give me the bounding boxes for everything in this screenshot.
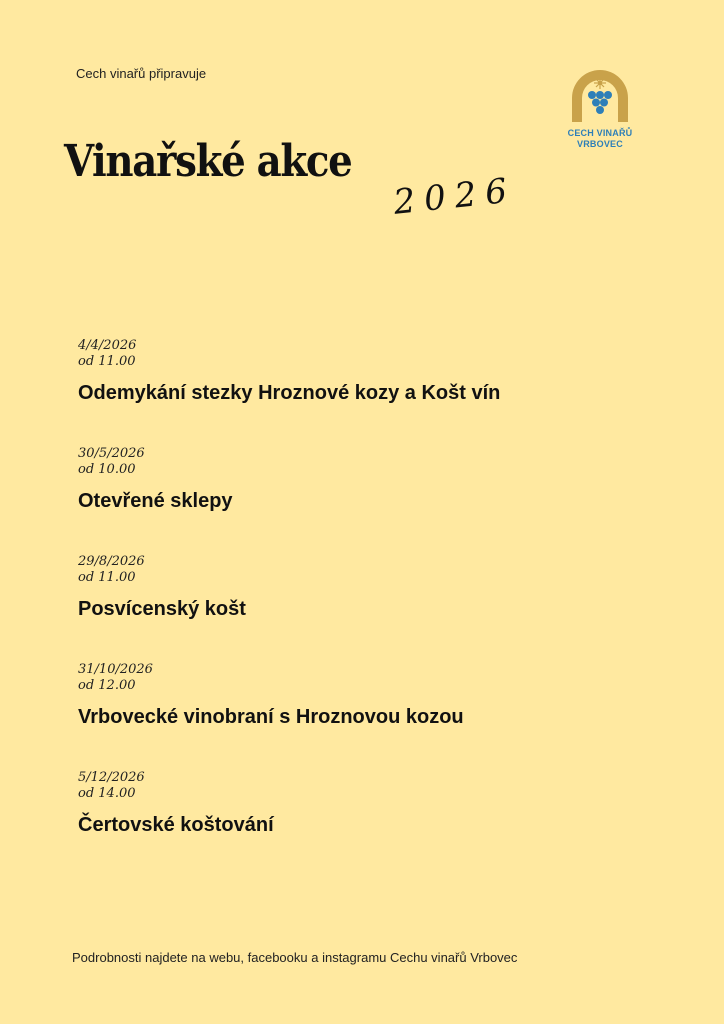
page-title: Vinařské akce [64,136,352,187]
event-item [78,446,678,554]
footer-note: Podrobnosti najdete na webu, facebooku a instagramu Cechu vinařů Vrbovec [72,950,518,965]
intro-text: Cech vinařů připravuje [76,66,207,81]
event-item [78,554,678,662]
event-date: 29/8/2026 [78,554,145,569]
guild-logo [556,64,644,160]
event-name: Čertovské koštování [78,814,274,836]
horseshoe-grapes-icon [562,64,638,126]
event-time: od 11.00 [78,354,136,369]
title-year: 2026 [391,170,518,223]
event-date: 30/5/2026 [78,446,145,461]
event-item [78,338,678,446]
event-item [78,662,678,770]
event-name: Posvícenský košt [78,598,246,620]
event-time: od 10.00 [78,462,136,477]
event-time: od 12.00 [78,678,136,693]
event-time: od 14.00 [78,786,136,801]
event-name: Odemykání stezky Hroznové kozy a Košt vín [78,382,501,404]
event-name: Vrbovecké vinobraní s Hroznovou kozou [78,706,464,728]
event-item [78,770,678,878]
event-date: 5/12/2026 [78,770,145,785]
event-date: 31/10/2026 [78,662,153,677]
logo-text-line1: CECH VINAŘŮ [567,128,633,138]
event-name: Otevřené sklepy [78,490,233,512]
event-date: 4/4/2026 [78,338,137,353]
event-list [78,338,678,878]
event-time: od 11.00 [78,570,136,585]
logo-text-line2: VRBOVEC [577,139,623,149]
